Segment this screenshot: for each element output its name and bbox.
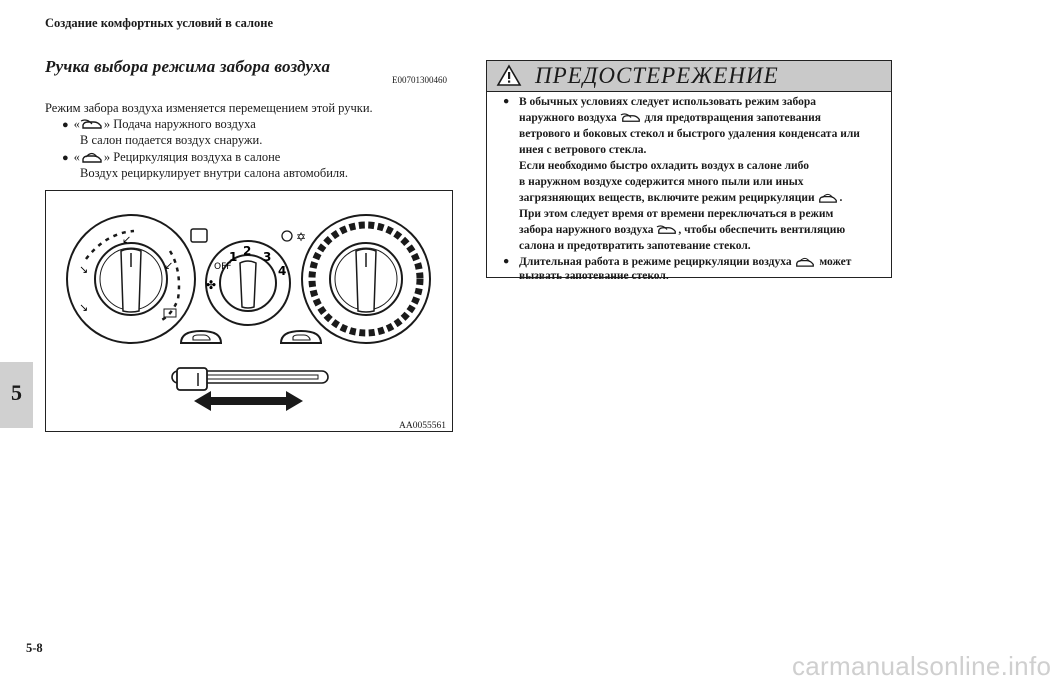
warning-line: При этом следует время от времени переключаться в режим [519,208,834,220]
mode-outside-air [62,117,256,132]
fan-label-2: 2 [243,244,252,258]
bullet: ● [62,152,69,164]
warning-line: вызвать запотевание стекол. [519,270,669,282]
warning-line: В обычных условиях следует использовать режим забора [519,96,817,108]
warning-line [519,256,851,268]
fan-label-4: 4 [278,264,287,278]
warning-line: инея с ветрового стекла. [519,144,647,156]
svg-text:↘: ↘ [79,301,89,314]
svg-text:↘: ↘ [79,263,89,276]
warning-line: в наружном воздухе содержится много пыли или иных [519,176,804,188]
outside-air-indicator [281,331,321,343]
svg-text:↙: ↙ [122,233,132,246]
air-intake-lever [172,368,328,390]
svg-text:↙: ↙ [164,259,174,272]
warning-triangle-icon [497,65,521,86]
warning-bullet-1: ● [503,96,510,107]
fan-label-1: 1 [229,250,238,264]
chapter-number: 5 [11,380,22,405]
mode-label: » Подача наружного воздуха [103,117,256,131]
mode-recirculation [62,150,280,165]
intro-text: Режим забора воздуха изменяется перемещением этой ручки. [45,101,373,115]
fan-label-off: OFF [214,262,232,272]
recirculation-icon [794,257,816,268]
mode-recirculation-desc: Воздух рециркулирует внутри салона автомобиля. [80,166,349,180]
section-title: Ручка выбора режима забора воздуха [45,57,331,76]
recirculation-icon [80,152,104,164]
fan-speed-dial [191,229,306,325]
outside-air-icon [80,119,104,131]
climate-control-panel-illustration [46,191,452,431]
quote-open: « [73,150,80,164]
warning-text: может [819,256,852,268]
snowflake-icon: ✡ [296,230,307,244]
quote-open: « [73,117,80,131]
page-number: 5-8 [26,641,43,655]
warning-line [519,112,821,124]
warning-line: салона и предотвратить запотевание стекол. [519,240,751,252]
double-arrow-icon [194,391,303,411]
recirculation-indicator [181,331,221,343]
rear-defrost-button [191,229,207,242]
outside-air-icon [620,113,642,124]
warning-text: . [839,192,843,204]
ac-button [282,231,292,241]
bullet: ● [62,119,69,131]
warning-text: наружного воздуха [519,112,617,124]
warning-bullet-2: ● [503,256,510,267]
warning-text: , чтобы обеспечить вентиляцию [678,224,846,236]
warning-line: Если необходимо быстро охладить воздух в салоне либо [519,160,810,172]
mode-label: » Рециркуляция воздуха в салоне [103,150,281,164]
warning-title: ПРЕДОСТЕРЕЖЕНИЕ [535,63,779,88]
fan-label-3: 3 [263,250,272,264]
mode-outside-air-desc: В салон подается воздух снаружи. [80,133,263,147]
watermark: carmanualsonline.info [792,651,1051,681]
warning-text: для предотвращения запотевания [644,112,822,124]
figure-id: AA0055561 [399,421,446,431]
warning-text: Длительная работа в режиме рециркуляции воздуха [519,256,792,268]
temperature-dial [302,215,430,343]
warning-line [519,224,845,236]
warning-line [519,192,842,204]
outside-air-icon [656,225,678,236]
fan-icon: ✤ [206,278,217,292]
warning-line: ветрового и боковых стекол и быстрого удаления конденсата или [519,128,860,140]
section-code: E00701300460 [392,75,447,85]
climate-control-figure [45,190,453,432]
running-header: Создание комфортных условий в салоне [45,16,274,30]
recirculation-icon [817,193,839,204]
mode-dial [67,215,195,343]
warning-text: забора наружного воздуха [519,224,654,236]
warning-text: загрязняющих веществ, включите режим рециркуляции [519,192,815,204]
